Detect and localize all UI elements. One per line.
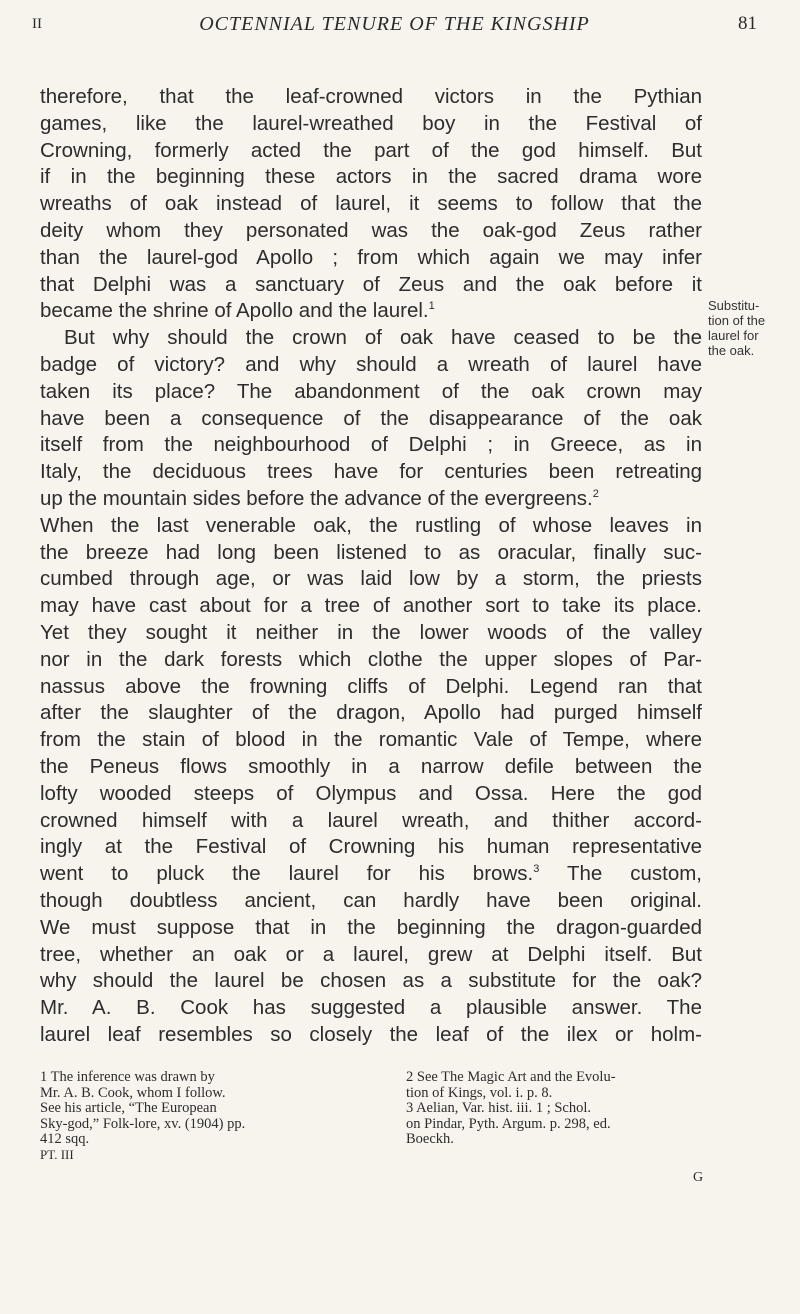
body-line: than the laurel-god Apollo ; from which again we may infer <box>40 245 702 269</box>
body-line: badge of victory? and why should a wreath of laurel have <box>40 352 702 376</box>
body-line: itself from the neighbourhood of Delphi ; in Greece, as in <box>40 433 702 457</box>
body-line: went to pluck the laurel for his brows.$^3$ The custom, <box>40 862 703 886</box>
body-line: cumbed through age, or was laid low by a storm, the priests <box>40 567 702 591</box>
body-line: therefore, that the leaf-crowned victors in the Pythian <box>40 85 702 108</box>
footnote-line: Sky-god,” Folk-lore, xv. (1904) pp. <box>40 1115 246 1132</box>
body-line: up the mountain sides before the advance of the evergreens.$^2$ <box>40 486 599 510</box>
footnote-mark: 3 <box>533 863 540 876</box>
body-line: tree, whether an oak or a laurel, grew at Delphi itself. But <box>40 942 702 966</box>
footnote-mark: 2 <box>592 487 599 500</box>
body-line: laurel leaf resembles so closely the leaf of the ilex or holm- <box>40 1022 702 1046</box>
footnotes-left-column <box>40 1070 380 1148</box>
body-line: lofty wooded steeps of Olympus and Ossa. Here the god <box>40 781 702 805</box>
margin-note <box>708 298 788 358</box>
body-line: crowned himself with a laurel wreath, and thither accord- <box>40 808 702 832</box>
body-line: deity whom they personated was the oak-god Zeus rather <box>40 218 702 242</box>
body-line: the breeze had long been listened to as oracular, finally suc- <box>40 540 702 564</box>
body-line: have been a consequence of the disappearance of the oak <box>40 406 702 430</box>
body-line: why should the laurel be chosen as a substitute for the oak? <box>40 969 702 993</box>
body-line: became the shrine of Apollo and the laurel.$^1$ <box>40 299 435 323</box>
footnote-line: Boeckh. <box>406 1131 454 1148</box>
footnote-line: See his article, “The European <box>40 1100 217 1117</box>
body-line: We must suppose that in the beginning the dragon-guarded <box>40 915 702 939</box>
body-line: taken its place? The abandonment of the oak crown may <box>40 379 702 403</box>
margin-note-line: tion of the <box>708 313 766 328</box>
body-line: though doubtless ancient, can hardly have been original. <box>40 888 702 912</box>
footnote-line: tion of Kings, vol. i. p. 8. <box>406 1084 553 1101</box>
footnote-mark: 1 <box>428 300 435 313</box>
footnote-line: 2 See The Magic Art and the Evolu- <box>406 1069 616 1085</box>
margin-note-line: the oak. <box>708 343 755 358</box>
body-line: if in the beginning these actors in the sacred drama wore <box>40 165 702 189</box>
page-number: 81 <box>738 13 757 34</box>
margin-note-line: laurel for <box>708 328 759 343</box>
body-line: Crowning, formerly acted the part of the god himself. But <box>40 138 702 162</box>
body-line: from the stain of blood in the romantic Vale of Tempe, where <box>40 728 702 752</box>
running-header <box>32 10 757 40</box>
body-line: after the slaughter of the dragon, Apollo had purged himself <box>40 701 702 725</box>
body-text <box>40 84 702 1049</box>
body-line: wreaths of oak instead of laurel, it seems to follow that the <box>40 192 702 216</box>
body-line: that Delphi was a sanctuary of Zeus and the oak before it <box>40 272 702 296</box>
chapter-number: II <box>32 16 42 32</box>
body-line: may have cast about for a tree of another sort to take its place. <box>40 594 702 618</box>
body-line: games, like the laurel-wreathed boy in the Festival of <box>40 111 702 135</box>
signature-mark: PT. III <box>40 1147 74 1162</box>
body-line: Yet they sought it neither in the lower woods of the valley <box>40 620 702 644</box>
body-line: When the last venerable oak, the rustling of whose leaves in <box>40 513 702 537</box>
body-line: ingly at the Festival of Crowning his human representative <box>40 835 702 859</box>
footnote-line: 3 Aelian, Var. hist. iii. 1 ; Schol. <box>406 1100 592 1117</box>
body-line: nor in the dark forests which clothe the upper slopes of Par- <box>40 647 702 671</box>
footnote-line: Mr. A. B. Cook, whom I follow. <box>40 1084 226 1101</box>
gathering-mark: G <box>693 1170 704 1185</box>
body-line: Italy, the deciduous trees have for centuries been retreating <box>40 460 702 484</box>
body-line: nassus above the frowning cliffs of Delphi. Legend ran that <box>40 674 702 698</box>
body-line: Mr. A. B. Cook has suggested a plausible answer. The <box>40 996 702 1020</box>
running-title: OCTENNIAL TENURE OF THE KINGSHIP <box>199 13 590 35</box>
body-line: But why should the crown of oak have ceased to be the <box>64 326 702 350</box>
footnote-line: 1 The inference was drawn by <box>40 1069 215 1085</box>
footnotes-right-column <box>406 1070 752 1148</box>
footnote-line: on Pindar, Pyth. Argum. p. 298, ed. <box>406 1115 611 1132</box>
body-line: the Peneus flows smoothly in a narrow defile between the <box>40 754 702 778</box>
footnote-line: 412 sqq. <box>40 1131 90 1148</box>
margin-note-line: Substitu- <box>708 298 760 313</box>
